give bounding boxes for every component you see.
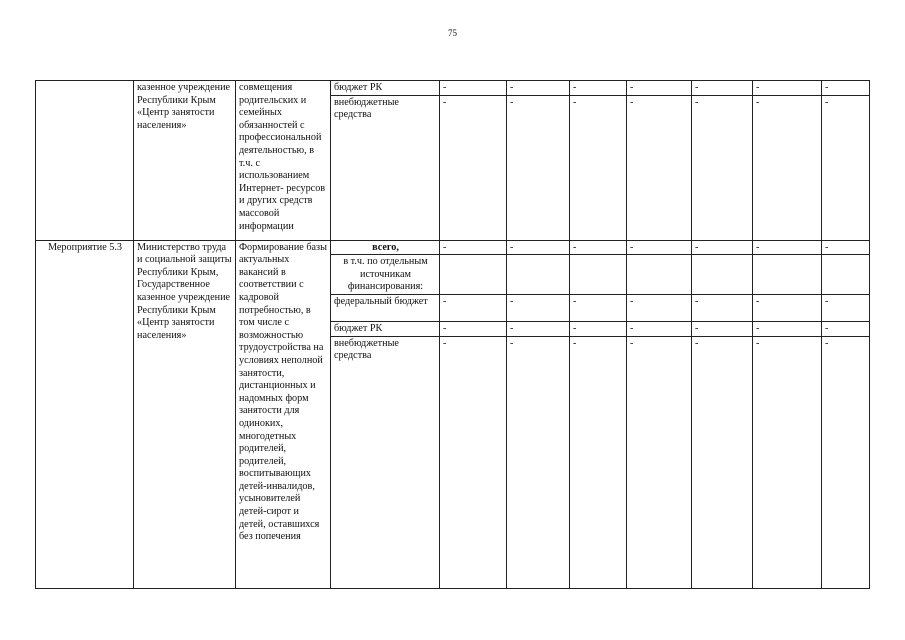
value-cell: - (440, 81, 507, 96)
value-cell: - (627, 336, 692, 588)
value-cell: - (507, 295, 570, 322)
funding-source-label: внебюджетные средства (331, 95, 440, 240)
value-cell: - (692, 95, 753, 240)
value-cell: - (627, 95, 692, 240)
event-cell: Мероприятие 5.3 (36, 240, 134, 588)
value-cell: - (507, 322, 570, 337)
value-cell: - (692, 295, 753, 322)
value-cell: - (570, 95, 627, 240)
value-cell: - (570, 295, 627, 322)
funding-source-label: бюджет РК (331, 81, 440, 96)
value-cell: - (507, 81, 570, 96)
funding-source-label: внебюджетные средства (331, 336, 440, 588)
value-cell: - (507, 95, 570, 240)
program-table (35, 80, 870, 589)
value-cell: - (570, 81, 627, 96)
value-cell: - (753, 295, 822, 322)
value-cell: - (753, 336, 822, 588)
value-cell: - (753, 81, 822, 96)
executor-cell: Министерство труда и социальной защиты Республики Крым, Государственное казенное учреждение Республики Крым «Центр занятости населения» (134, 240, 236, 588)
value-cell (570, 255, 627, 295)
value-cell (440, 255, 507, 295)
value-cell (507, 255, 570, 295)
value-cell (822, 255, 870, 295)
value-cell: - (440, 336, 507, 588)
value-cell: - (692, 336, 753, 588)
value-cell: - (627, 295, 692, 322)
funding-source-label: бюджет РК (331, 322, 440, 337)
funding-source-label: всего, (331, 240, 440, 255)
value-cell: - (570, 336, 627, 588)
value-cell: - (692, 81, 753, 96)
executor-cell: казенное учреждение Республики Крым «Центр занятости населения» (134, 81, 236, 241)
value-cell: - (570, 240, 627, 255)
value-cell: - (627, 81, 692, 96)
value-cell: - (507, 336, 570, 588)
value-cell: - (507, 240, 570, 255)
value-cell: - (627, 322, 692, 337)
funding-source-label: в т.ч. по отдельным источникам финансирования: (331, 255, 440, 295)
event-cell (36, 81, 134, 241)
value-cell: - (822, 322, 870, 337)
value-cell: - (440, 95, 507, 240)
value-cell: - (822, 240, 870, 255)
description-cell: Формирование базы актуальных вакансий в соответствии с кадровой потребностью, в том числе с возможностью трудоустройства на условиях неполной занятости, дистанционных и надомных форм занятости для одиноких, многодетных родителей, родителей, воспитывающих детей-инвалидов, усыновителей детей-сирот и детей, оставшихся без попечения (236, 240, 331, 588)
value-cell: - (822, 295, 870, 322)
table-row (36, 240, 870, 255)
value-cell (753, 255, 822, 295)
page-number: 75 (448, 28, 457, 38)
description-cell: совмещения родительских и семейных обязанностей с профессиональной деятельностью, в т.ч. с использованием Интернет- ресурсов и других средств массовой информации (236, 81, 331, 241)
value-cell: - (627, 240, 692, 255)
value-cell: - (753, 322, 822, 337)
value-cell (692, 255, 753, 295)
value-cell: - (753, 95, 822, 240)
value-cell: - (822, 336, 870, 588)
value-cell (627, 255, 692, 295)
value-cell: - (822, 95, 870, 240)
value-cell: - (440, 240, 507, 255)
value-cell: - (440, 295, 507, 322)
table-row (36, 81, 870, 96)
funding-source-label: федеральный бюджет (331, 295, 440, 322)
value-cell: - (753, 240, 822, 255)
value-cell: - (822, 81, 870, 96)
value-cell: - (692, 240, 753, 255)
value-cell: - (570, 322, 627, 337)
value-cell: - (692, 322, 753, 337)
value-cell: - (440, 322, 507, 337)
